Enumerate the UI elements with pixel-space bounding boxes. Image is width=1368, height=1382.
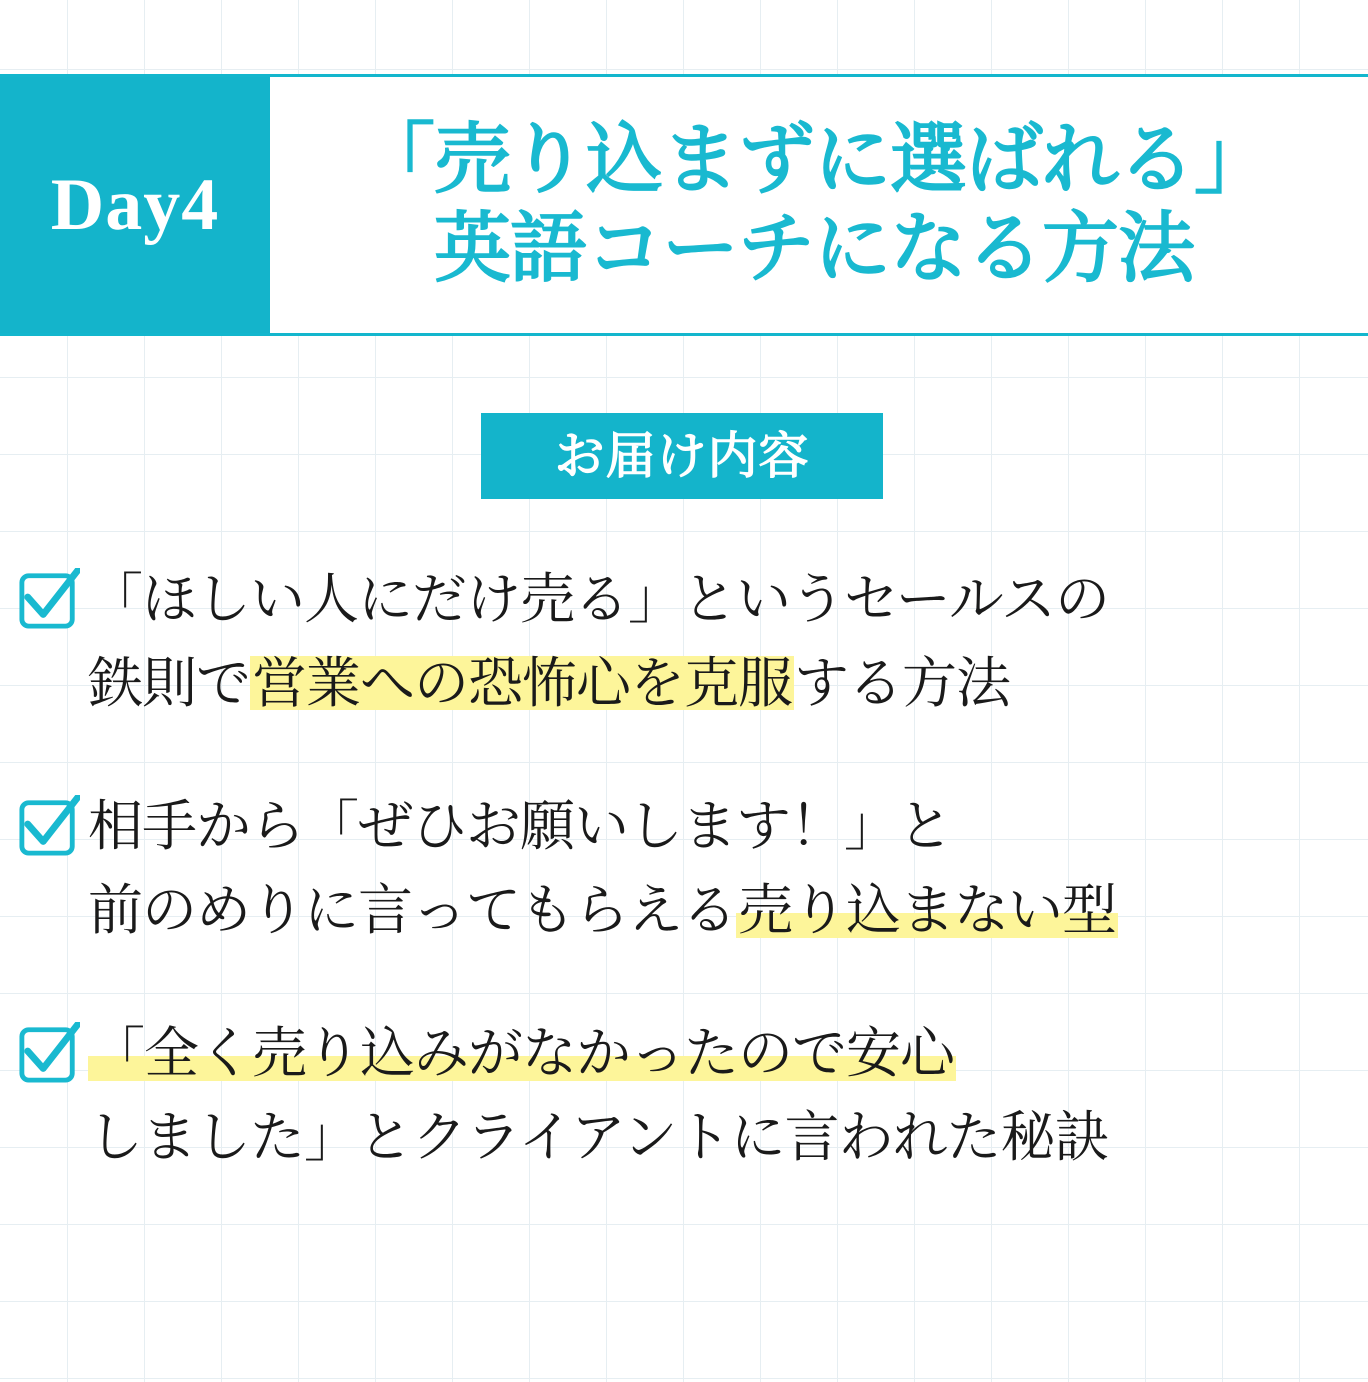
list-item-line-2 (88, 642, 1109, 726)
list-item-2-line2-prefix: 前のめりに言ってもらえる (88, 877, 737, 942)
list-item (0, 785, 1368, 952)
list-item (0, 1012, 1368, 1179)
page-title-line-1: 「売り込まずに選ばれる」 (358, 115, 1270, 205)
list-item-line-2 (88, 1096, 1109, 1180)
section-heading-chip (481, 413, 883, 499)
list-item-line-1 (88, 1012, 1109, 1096)
list-item-text (88, 558, 1109, 725)
list-item-1-highlight: 営業への恐怖心を克服 (252, 650, 793, 715)
deliverables-list (0, 558, 1368, 1240)
checkbox-checked-icon (18, 795, 80, 857)
list-item-text (88, 785, 1118, 952)
header-banner (0, 74, 1368, 336)
list-item-2-line1-text: 相手から「ぜひお願いします！」と (88, 794, 953, 859)
checkbox-checked-icon (18, 568, 80, 630)
checkbox-checked-icon (18, 1022, 80, 1084)
list-item-line-2 (88, 869, 1118, 953)
list-item-1-line2-prefix: 鉄則で (88, 650, 251, 715)
day-badge-label: Day4 (50, 164, 220, 246)
list-item-line-1 (88, 558, 1109, 642)
list-item-1-line1-text: 「ほしい人にだけ売る」というセールスの (88, 567, 1110, 631)
list-item-3-line2-text: しました」とクライアントに言われた秘訣 (88, 1104, 1109, 1169)
list-item (0, 558, 1368, 725)
list-item-text (88, 1012, 1109, 1179)
list-item-2-highlight: 売り込まない型 (738, 877, 1117, 942)
section-heading-label: お届け内容 (554, 427, 810, 485)
day-badge (0, 77, 270, 333)
header-title-group (270, 77, 1368, 333)
list-item-3-highlight: 「全く売り込みがなかったので安心 (90, 1021, 955, 1086)
list-item-line-1 (88, 785, 1118, 869)
page-title-line-2: 英語コーチになる方法 (434, 205, 1194, 294)
list-item-1-line2-suffix: する方法 (794, 650, 1011, 715)
